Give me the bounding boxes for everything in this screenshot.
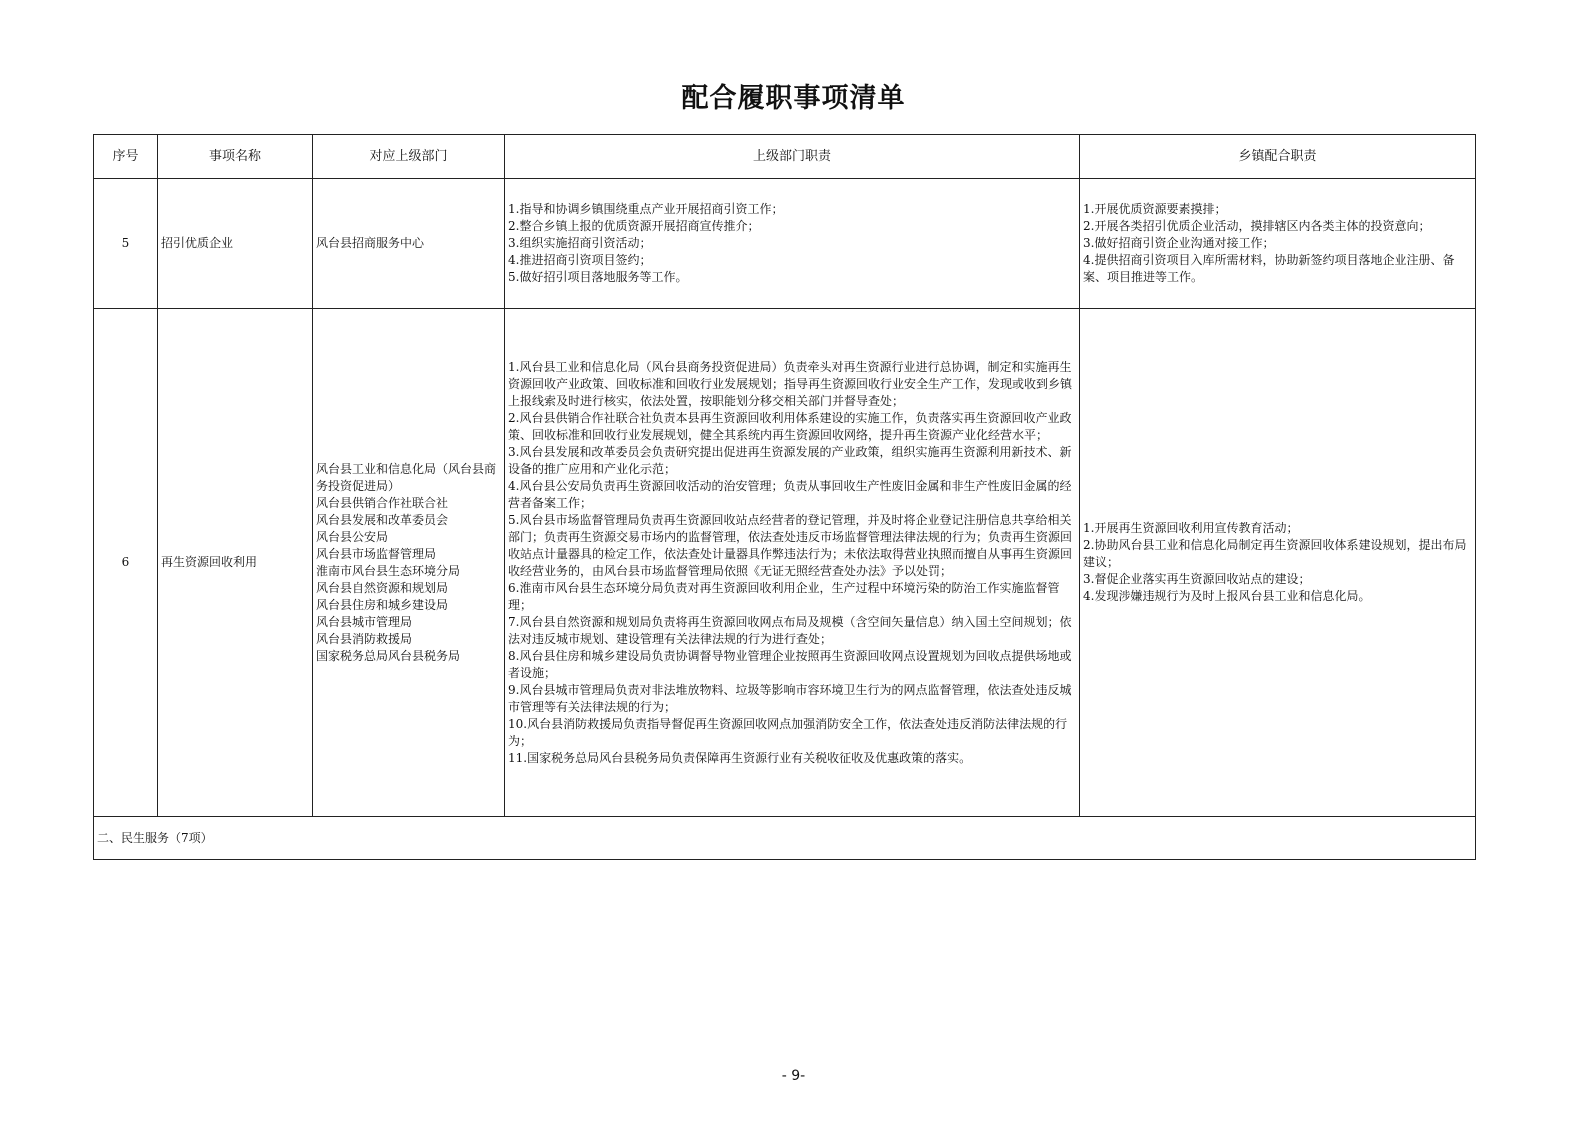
- duty-line: 1.风台县工业和信息化局（风台县商务投资促进局）负责牵头对再生资源行业进行总协调，制定和实施再生资源回收产业政策、回收标准和回收行业发展规划；指导再生资源回收行业安全生产工作，发现或收到乡镇上报线索及时进行核实，依法处置，按职能划分移交相关部门并督导查处；: [508, 359, 1073, 408]
- town-duty-line: 2.开展各类招引优质企业活动，摸排辖区内各类主体的投资意向；: [1083, 219, 1431, 233]
- row-duties: [505, 179, 1080, 309]
- row-duties: [505, 309, 1080, 817]
- town-duty-line: 1.开展再生资源回收利用宣传教育活动；: [1083, 521, 1299, 535]
- dept-line: 风台县消防救援局: [316, 631, 413, 646]
- section-row: [94, 817, 1476, 860]
- duty-line: 1.指导和协调乡镇围绕重点产业开展招商引资工作；: [508, 202, 784, 216]
- duty-line: 3.组织实施招商引资活动；: [508, 236, 652, 250]
- town-duty-line: 2.协助风台县工业和信息化局制定再生资源回收体系建设规划，提出布局建议；: [1083, 538, 1467, 569]
- row-dept: [313, 309, 505, 817]
- duty-line: 8.风台县住房和城乡建设局负责协调督导物业管理企业按照再生资源回收网点设置规划为回收点提供场地或者设施；: [508, 648, 1072, 680]
- dept-line: 风台县发展和改革委员会: [316, 512, 449, 527]
- section-label: 二、民生服务（7项）: [94, 817, 1476, 860]
- header-town-duties: 乡镇配合职责: [1080, 135, 1476, 179]
- duty-line: 10.风台县消防救援局负责指导督促再生资源回收网点加强消防安全工作，依法查处违反消防法律法规的行为；: [508, 716, 1068, 748]
- duty-line: 9.风台县城市管理局负责对非法堆放物料、垃圾等影响市容环境卫生行为的网点监督管理，依法查处违反城市管理等有关法律法规的行为；: [508, 682, 1072, 714]
- duty-line: 2.风台县供销合作社联合社负责本县再生资源回收利用体系建设的实施工作，负责落实再生资源回收产业政策、回收标准和回收行业发展规划，健全其系统内再生资源回收网络，提升再生资源产业化经营水平；: [508, 410, 1072, 442]
- header-seq: 序号: [94, 135, 158, 179]
- page-number: - 9-: [781, 1068, 806, 1084]
- duty-line: 2.整合乡镇上报的优质资源开展招商宣传推介；: [508, 219, 760, 233]
- page-title: 配合履职事项清单: [681, 83, 906, 114]
- dept-line: 风台县公安局: [316, 529, 389, 544]
- town-duty-line: 1.开展优质资源要素摸排；: [1083, 202, 1227, 216]
- town-duty-line: 4.提供招商引资项目入库所需材料，协助新签约项目落地企业注册、备案、项目推进等工作。: [1083, 253, 1455, 284]
- duty-line: 7.风台县自然资源和规划局负责将再生资源回收网点布局及规模（含空间矢量信息）纳入国土空间规划；依法对违反城市规划、建设管理有关法律法规的行为进行查处；: [508, 614, 1072, 646]
- dept-line: 风台县自然资源和规划局: [316, 580, 449, 595]
- duty-line: 4.风台县公安局负责再生资源回收活动的治安管理；负责从事回收生产性废旧金属和非生产性废旧金属的经营者备案工作；: [508, 478, 1072, 510]
- dept-line: 风台县市场监督管理局: [316, 546, 437, 561]
- row-seq: 6: [94, 309, 158, 817]
- row-seq: 5: [94, 179, 158, 309]
- row-item-name: 再生资源回收利用: [158, 309, 313, 817]
- row-item-name: 招引优质企业: [158, 179, 313, 309]
- header-item-name: 事项名称: [158, 135, 313, 179]
- row-town-duties: [1080, 179, 1476, 309]
- dept-line: 风台县工业和信息化局（风台县商务投资促进局）: [316, 461, 497, 493]
- duty-table: [93, 134, 1476, 860]
- table-row: [94, 179, 1476, 309]
- dept-line: 风台县住房和城乡建设局: [316, 597, 449, 612]
- duty-line: 5.风台县市场监督管理局负责再生资源回收站点经营者的登记管理，并及时将企业登记注册信息共享给相关部门；负责再生资源交易市场内的监督管理，依法查处违反市场监督管理法律法规的行为；负责再生资源回收站点计量器具的检定工作，依法查处计量器具作弊违法行为；未依法取得营业执照而擅自从事再生资源回收经营业务的，由风台县市场监督管理局依照《无证无照经营查处办法》予以处罚；: [508, 512, 1073, 578]
- dept-line: 风台县招商服务中心: [316, 236, 425, 250]
- header-superior-duties: 上级部门职责: [505, 135, 1080, 179]
- town-duty-line: 4.发现涉嫌违规行为及时上报风台县工业和信息化局。: [1083, 589, 1371, 603]
- town-duty-line: 3.做好招商引资企业沟通对接工作；: [1083, 236, 1275, 250]
- duty-line: 4.推进招商引资项目签约；: [508, 253, 652, 267]
- duty-line: 5.做好招引项目落地服务等工作。: [508, 270, 688, 284]
- table-header-row: [94, 135, 1476, 179]
- duty-line: 11.国家税务总局风台县税务局负责保障再生资源行业有关税收征收及优惠政策的落实。: [508, 750, 972, 765]
- dept-line: 风台县供销合作社联合社: [316, 495, 449, 510]
- duty-line: 3.风台县发展和改革委员会负责研究提出促进再生资源发展的产业政策，组织实施再生资源利用新技术、新设备的推广应用和产业化示范；: [508, 444, 1072, 476]
- duty-line: 6.淮南市风台县生态环境分局负责对再生资源回收利用企业，生产过程中环境污染的防治工作实施监督管理；: [508, 580, 1060, 612]
- dept-line: 风台县城市管理局: [316, 614, 413, 629]
- row-town-duties: [1080, 309, 1476, 817]
- table-row: [94, 309, 1476, 817]
- town-duty-line: 3.督促企业落实再生资源回收站点的建设；: [1083, 572, 1311, 586]
- row-dept: [313, 179, 505, 309]
- header-superior-dept: 对应上级部门: [313, 135, 505, 179]
- dept-line: 淮南市风台县生态环境分局: [316, 563, 461, 578]
- dept-line: 国家税务总局风台县税务局: [316, 648, 461, 663]
